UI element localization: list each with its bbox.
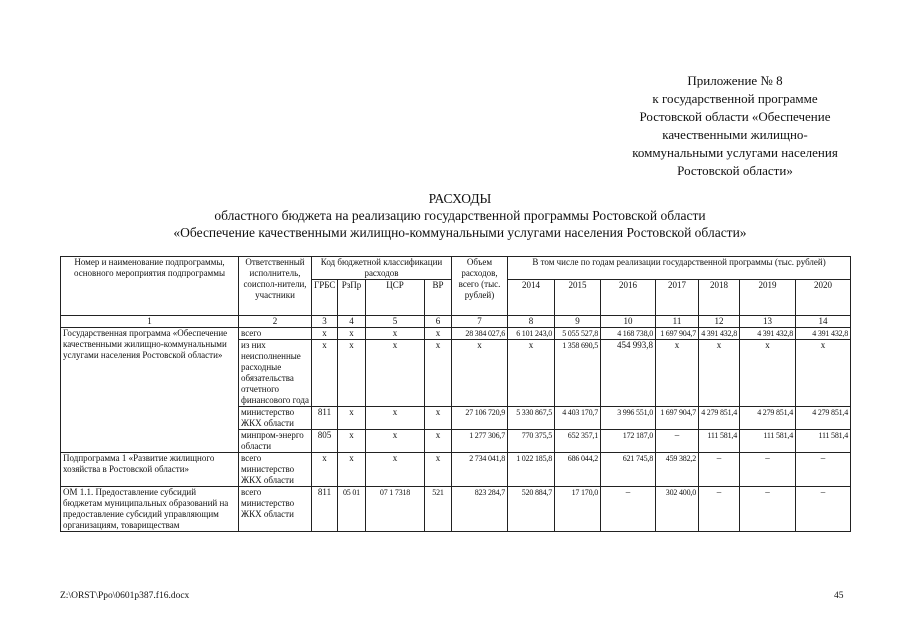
header-rzpr: РзПр [338, 280, 366, 316]
rzpr-cell: х [338, 430, 366, 453]
year-cell: х [796, 340, 851, 407]
grbs-cell: х [312, 453, 338, 487]
year-cell: 1 358 690,5 [555, 340, 601, 407]
table-header-row [61, 257, 851, 280]
header-year: 2016 [601, 280, 656, 316]
column-number: 13 [740, 316, 796, 328]
header-year: 2019 [740, 280, 796, 316]
header-year: 2018 [699, 280, 740, 316]
appendix-line: Ростовской области «Обеспечение [639, 109, 831, 124]
table-row [61, 453, 851, 487]
subprogram-name: Подпрограмма 1 «Развитие жилищного хозяйства в Ростовской области» [61, 453, 239, 487]
rzpr-cell: х [338, 453, 366, 487]
header-grbs: ГРБС [312, 280, 338, 316]
appendix-header [600, 72, 870, 180]
year-cell: 17 170,0 [555, 487, 601, 532]
header-csr: ЦСР [366, 280, 425, 316]
column-number: 10 [601, 316, 656, 328]
vr-cell: х [425, 407, 452, 430]
vr-cell: х [425, 328, 452, 340]
year-cell: 459 382,2 [656, 453, 699, 487]
header-year: 2015 [555, 280, 601, 316]
column-number: 7 [452, 316, 508, 328]
column-number: 3 [312, 316, 338, 328]
year-cell: 520 884,7 [508, 487, 555, 532]
total-cell: х [452, 340, 508, 407]
csr-cell: х [366, 407, 425, 430]
page-number: 45 [834, 591, 844, 601]
year-cell: 1 697 904,7 [656, 328, 699, 340]
vr-cell: х [425, 430, 452, 453]
year-cell: х [508, 340, 555, 407]
appendix-line: качественными жилищно- [662, 127, 808, 142]
header-volume: Объем расходов, всего (тыс. рублей) [452, 257, 508, 316]
grbs-cell: х [312, 340, 338, 407]
header-year: 2014 [508, 280, 555, 316]
year-cell: – [601, 487, 656, 532]
appendix-line: коммунальными услугами населения [632, 145, 838, 160]
year-cell: 4 279 851,4 [796, 407, 851, 430]
year-cell: – [699, 487, 740, 532]
grbs-cell: х [312, 328, 338, 340]
year-cell: х [699, 340, 740, 407]
year-cell: – [796, 453, 851, 487]
year-cell: 111 581,4 [740, 430, 796, 453]
year-cell: 1 022 185,8 [508, 453, 555, 487]
vr-cell: х [425, 340, 452, 407]
expenses-table [60, 256, 851, 532]
year-cell: 6 101 243,0 [508, 328, 555, 340]
year-cell: 4 391 432,8 [796, 328, 851, 340]
column-number: 8 [508, 316, 555, 328]
header-name: Номер и наименование подпрограммы, основного мероприятия подпрограммы [61, 257, 239, 316]
year-cell: – [740, 453, 796, 487]
year-cell: – [699, 453, 740, 487]
header-years-group: В том числе по годам реализации государственной программы (тыс. рублей) [508, 257, 851, 280]
activity-name: ОМ 1.1. Предоставление субсидий бюджетам муниципальных образований на предоставление субсидий управляющим организациям, товариществам [61, 487, 239, 532]
column-number: 9 [555, 316, 601, 328]
document-subtitle-program: «Обеспечение качественными жилищно-коммунальными услугами населения Ростовской области» [173, 225, 747, 240]
year-cell: 652 357,1 [555, 430, 601, 453]
column-number: 5 [366, 316, 425, 328]
csr-cell: х [366, 340, 425, 407]
header-year: 2017 [656, 280, 699, 316]
year-cell: 3 996 551,0 [601, 407, 656, 430]
header-vr: ВР [425, 280, 452, 316]
column-number: 2 [239, 316, 312, 328]
column-number: 11 [656, 316, 699, 328]
appendix-line: Приложение № 8 [687, 73, 783, 88]
total-cell: 28 384 027,6 [452, 328, 508, 340]
year-cell: 454 993,8 [601, 340, 656, 407]
executor-cell: министерство ЖКХ области [239, 407, 312, 430]
year-cell: – [740, 487, 796, 532]
executor-cell: всего министерство ЖКХ области [239, 453, 312, 487]
year-cell: 5 330 867,5 [508, 407, 555, 430]
grbs-cell: 811 [312, 407, 338, 430]
year-cell: 4 391 432,8 [699, 328, 740, 340]
program-name: Государственная программа «Обеспечение качественными жилищно-коммунальными услугами населения Ростовской области» [61, 328, 239, 453]
table-row [61, 328, 851, 340]
file-path: Z:\ORST\Ppo\0601p387.f16.docx [60, 591, 190, 601]
vr-cell: х [425, 453, 452, 487]
rzpr-cell: х [338, 328, 366, 340]
year-cell: 4 168 738,0 [601, 328, 656, 340]
header-code-group: Код бюджетной классификации расходов [312, 257, 452, 280]
appendix-line: к государственной программе [652, 91, 818, 106]
column-number: 4 [338, 316, 366, 328]
total-cell: 1 277 306,7 [452, 430, 508, 453]
column-number: 1 [61, 316, 239, 328]
year-cell: 4 279 851,4 [740, 407, 796, 430]
year-cell: 621 745,8 [601, 453, 656, 487]
column-numbers-row [61, 316, 851, 328]
year-cell: – [656, 430, 699, 453]
total-cell: 27 106 720,9 [452, 407, 508, 430]
rzpr-cell: х [338, 407, 366, 430]
year-cell: 4 403 170,7 [555, 407, 601, 430]
csr-cell: 07 1 7318 [366, 487, 425, 532]
year-cell: 770 375,5 [508, 430, 555, 453]
year-cell: 111 581,4 [699, 430, 740, 453]
grbs-cell: 805 [312, 430, 338, 453]
rzpr-cell: 05 01 [338, 487, 366, 532]
executor-cell: минпром-энерго области [239, 430, 312, 453]
column-number: 12 [699, 316, 740, 328]
document-subtitle: областного бюджета на реализацию государственной программы Ростовской области [214, 208, 706, 223]
header-executor: Ответственный исполнитель, соиспол-нители, участники [239, 257, 312, 316]
executor-cell: из них неисполненные расходные обязательства отчетного финансового года [239, 340, 312, 407]
year-cell: – [796, 487, 851, 532]
csr-cell: х [366, 328, 425, 340]
total-cell: 2 734 041,8 [452, 453, 508, 487]
rzpr-cell: х [338, 340, 366, 407]
executor-cell: всего [239, 328, 312, 340]
appendix-line: Ростовской области» [677, 163, 793, 178]
year-cell: х [740, 340, 796, 407]
year-cell: 4 391 432,8 [740, 328, 796, 340]
csr-cell: х [366, 453, 425, 487]
document-heading [60, 190, 860, 241]
year-cell: 172 187,0 [601, 430, 656, 453]
year-cell: 5 055 527,8 [555, 328, 601, 340]
column-number: 14 [796, 316, 851, 328]
csr-cell: х [366, 430, 425, 453]
document-title: РАСХОДЫ [428, 191, 492, 206]
year-cell: 4 279 851,4 [699, 407, 740, 430]
grbs-cell: 811 [312, 487, 338, 532]
total-cell: 823 284,7 [452, 487, 508, 532]
column-number: 6 [425, 316, 452, 328]
table-row [61, 487, 851, 532]
vr-cell: 521 [425, 487, 452, 532]
year-cell: х [656, 340, 699, 407]
year-cell: 1 697 904,7 [656, 407, 699, 430]
year-cell: 302 400,0 [656, 487, 699, 532]
year-cell: 686 044,2 [555, 453, 601, 487]
header-year: 2020 [796, 280, 851, 316]
year-cell: 111 581,4 [796, 430, 851, 453]
executor-cell: всего министерство ЖКХ области [239, 487, 312, 532]
